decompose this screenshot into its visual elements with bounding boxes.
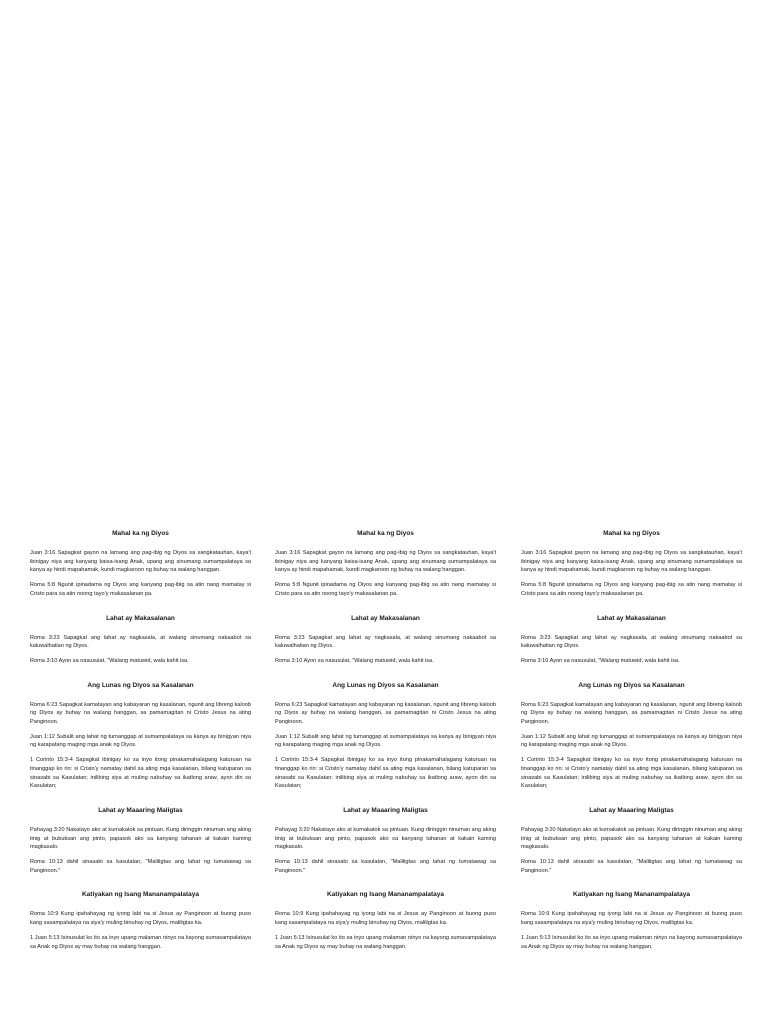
section-title: Katiyakan ng Isang Mananampalataya	[81, 891, 200, 899]
section	[521, 530, 742, 599]
section-title: Katiyakan ng Isang Mananampalataya	[572, 891, 691, 899]
verse-text: 1 Juan 5:13 Isinusulat ko ito sa inyo upang malaman ninyo na kayong sumasampalataya sa Anak ng Diyos ay may buhay na walang hanggan.	[521, 934, 742, 950]
section-title: Ang Lunas ng Diyos sa Kasalanan	[87, 681, 194, 689]
verse-text: 1 Juan 5:13 Isinusulat ko ito sa inyo upang malaman ninyo na kayong sumasampalataya sa Anak ng Diyos ay may buhay na walang hanggan.	[30, 934, 251, 950]
verse-text: Juan 1:12 Subalit ang lahat ng tumanggap at sumampalataya sa kanya ay binigyan niya ng karapatang maging mga anak ng Diyos.	[521, 733, 742, 749]
section	[30, 682, 251, 791]
section	[275, 615, 496, 666]
tract-column-1	[30, 530, 251, 967]
section-title: Mahal ka ng Diyos	[603, 530, 660, 537]
tract-column-2	[275, 530, 496, 967]
verse-text: Juan 1:12 Subalit ang lahat ng tumanggap at sumampalataya sa kanya ay binigyan niya ng karapatang maging mga anak ng Diyos.	[275, 733, 496, 749]
verse-text: Roma 10:9 Kung ipahahayag ng iyong labi na si Jesus ay Panginoon at buong puso kang sasampalataya na siya'y muling binuhay ng Diyos, maliligtas ka.	[521, 911, 742, 927]
section-title: Mahal ka ng Diyos	[357, 530, 414, 537]
verse-text: Roma 5:8 Ngunit ipinadama ng Diyos ang kanyang pag-ibig sa atin nang mamatay si Cristo para sa atin noong tayo'y makasalanan pa.	[275, 582, 496, 597]
verse-text: Roma 3:23 Sapagkat ang lahat ay nagkasala, at walang sinumang nakaabot sa kaluwalhatian ng Diyos.	[30, 634, 251, 650]
section-title: Lahat ay Makasalanan	[597, 614, 666, 622]
section-title: Lahat ay Makasalanan	[351, 614, 420, 622]
verse-text: Roma 6:23 Sapagkat kamatayan ang kabayaran ng kasalanan, ngunit ang libreng kaloob ng Diyos ay buhay na walang hanggan, sa pamamagitan ni Cristo Jesus na ating Panginoon.	[521, 701, 742, 726]
verse-text: 1 Juan 5:13 Isinusulat ko ito sa inyo upang malaman ninyo na kayong sumasampalataya sa Anak ng Diyos ay may buhay na walang hanggan.	[275, 934, 496, 950]
section-title: Katiyakan ng Isang Mananampalataya	[326, 891, 445, 899]
section	[275, 530, 496, 599]
verse-text: 1 Corinto 15:3-4 Sapagkat ibinigay ko sa inyo itong pinakamahalagang katuruan na tinanggap ko rin: si Cristo'y namatay dahil sa ating mga kasalanan, bilang katuparan sa sinasabi sa Kasulatan; inilibing siya at muling nabuhay sa ikatlong araw, ayon din sa Kasulatan;	[521, 757, 742, 790]
verse-text: Roma 10:13 dahil sinasabi sa kasulatan, "Maliligtas ang lahat ng tumatawag sa Panginoon."	[521, 859, 742, 874]
section	[275, 682, 496, 791]
verse-text: Juan 1:12 Subalit ang lahat ng tumanggap at sumampalataya sa kanya ay binigyan niya ng karapatang maging mga anak ng Diyos.	[30, 733, 251, 749]
verse-text: Juan 3:16 Sapagkat gayon na lamang ang pag-ibig ng Diyos sa sangkatauhan, kaya't ibinigay niya ang kanyang kaisa-isang Anak, upang ang sinumang sumampalataya sa kanya ay hindi mapahamak, kundi magkaroon ng buhay na walang hanggan.	[30, 550, 251, 574]
section-title: Lahat ay Maaaring Maligtas	[343, 806, 428, 814]
section-title: Lahat ay Makasalanan	[106, 614, 175, 622]
tract-column-3	[521, 530, 742, 967]
verse-text: 1 Corinto 15:3-4 Sapagkat ibinigay ko sa inyo itong pinakamahalagang katuruan na tinanggap ko rin: si Cristo'y namatay dahil sa ating mga kasalanan, bilang katuparan sa sinasabi sa Kasulatan; inilibing siya at muling nabuhay sa ikatlong araw, ayon din sa Kasulatan;	[275, 757, 496, 790]
section	[30, 530, 251, 599]
verse-text: Roma 3:10 Ayon sa nasusulat, "Walang matuwid, wala kahit isa.	[275, 657, 434, 664]
verse-text: Juan 3:16 Sapagkat gayon na lamang ang pag-ibig ng Diyos sa sangkatauhan, kaya't ibinigay niya ang kanyang kaisa-isang Anak, upang ang sinumang sumampalataya sa kanya ay hindi mapahamak, kundi magkaroon ng buhay na walang hanggan.	[521, 550, 742, 574]
section	[521, 682, 742, 791]
verse-text: Roma 10:13 dahil sinasabi sa kasulatan, "Maliligtas ang lahat ng tumatawag sa Panginoon."	[275, 859, 496, 874]
section-title: Ang Lunas ng Diyos sa Kasalanan	[578, 681, 685, 689]
section	[521, 615, 742, 666]
verse-text: Roma 6:23 Sapagkat kamatayan ang kabayaran ng kasalanan, ngunit ang libreng kaloob ng Diyos ay buhay na walang hanggan, sa pamamagitan ni Cristo Jesus na ating Panginoon.	[275, 701, 496, 726]
verse-text: Roma 5:8 Ngunit ipinadama ng Diyos ang kanyang pag-ibig sa atin nang mamatay si Cristo para sa atin noong tayo'y makasalanan pa.	[30, 582, 251, 597]
section-title: Ang Lunas ng Diyos sa Kasalanan	[332, 681, 439, 689]
section	[30, 615, 251, 666]
section	[521, 891, 742, 951]
section	[521, 807, 742, 876]
section	[30, 891, 251, 951]
verse-text: Pahayag 3:20 Nakatayo ako at kumakatok sa pintuan. Kung diringgin ninuman ang aking tinig at bubuksan ang pinto, papasok ako sa kanyang tahanan at kakain kaming magkasalo.	[275, 826, 496, 851]
verse-text: Juan 3:16 Sapagkat gayon na lamang ang pag-ibig ng Diyos sa sangkatauhan, kaya't ibinigay niya ang kanyang kaisa-isang Anak, upang ang sinumang sumampalataya sa kanya ay hindi mapahamak, kundi magkaroon ng buhay na walang hanggan.	[275, 550, 496, 574]
verse-text: Pahayag 3:20 Nakatayo ako at kumakatok sa pintuan. Kung diringgin ninuman ang aking tinig at bubuksan ang pinto, papasok ako sa kanyang tahanan at kakain kaming magkasalo.	[521, 826, 742, 851]
verse-text: Roma 3:23 Sapagkat ang lahat ay nagkasala, at walang sinumang nakaabot sa kaluwalhatian ng Diyos.	[275, 634, 496, 650]
verse-text: Roma 3:10 Ayon sa nasusulat, "Walang matuwid, wala kahit isa.	[521, 657, 680, 664]
section	[275, 807, 496, 876]
verse-text: Roma 3:23 Sapagkat ang lahat ay nagkasala, at walang sinumang nakaabot sa kaluwalhatian ng Diyos.	[521, 634, 742, 650]
verse-text: Roma 10:13 dahil sinasabi sa kasulatan, "Maliligtas ang lahat ng tumatawag sa Panginoon."	[30, 859, 251, 874]
section-title: Lahat ay Maaaring Maligtas	[589, 806, 674, 814]
verse-text: Roma 5:8 Ngunit ipinadama ng Diyos ang kanyang pag-ibig sa atin nang mamatay si Cristo para sa atin noong tayo'y makasalanan pa.	[521, 582, 742, 597]
verse-text: Roma 3:10 Ayon sa nasusulat, "Walang matuwid, wala kahit isa.	[30, 657, 189, 664]
section-title: Lahat ay Maaaring Maligtas	[98, 806, 183, 814]
tract-columns	[0, 530, 768, 1000]
verse-text: Pahayag 3:20 Nakatayo ako at kumakatok sa pintuan. Kung diringgin ninuman ang aking tinig at bubuksan ang pinto, papasok ako sa kanyang tahanan at kakain kaming magkasalo.	[30, 826, 251, 851]
verse-text: Roma 10:9 Kung ipahahayag ng iyong labi na si Jesus ay Panginoon at buong puso kang sasampalataya na siya'y muling binuhay ng Diyos, maliligtas ka.	[275, 911, 496, 927]
section	[30, 807, 251, 876]
verse-text: Roma 6:23 Sapagkat kamatayan ang kabayaran ng kasalanan, ngunit ang libreng kaloob ng Diyos ay buhay na walang hanggan, sa pamamagitan ni Cristo Jesus na ating Panginoon.	[30, 701, 251, 726]
verse-text: Roma 10:9 Kung ipahahayag ng iyong labi na si Jesus ay Panginoon at buong puso kang sasampalataya na siya'y muling binuhay ng Diyos, maliligtas ka.	[30, 911, 251, 927]
section-title: Mahal ka ng Diyos	[112, 530, 169, 537]
verse-text: 1 Corinto 15:3-4 Sapagkat ibinigay ko sa inyo itong pinakamahalagang katuruan na tinanggap ko rin: si Cristo'y namatay dahil sa ating mga kasalanan, bilang katuparan sa sinasabi sa Kasulatan; inilibing siya at muling nabuhay sa ikatlong araw, ayon din sa Kasulatan;	[30, 757, 251, 790]
section	[275, 891, 496, 951]
